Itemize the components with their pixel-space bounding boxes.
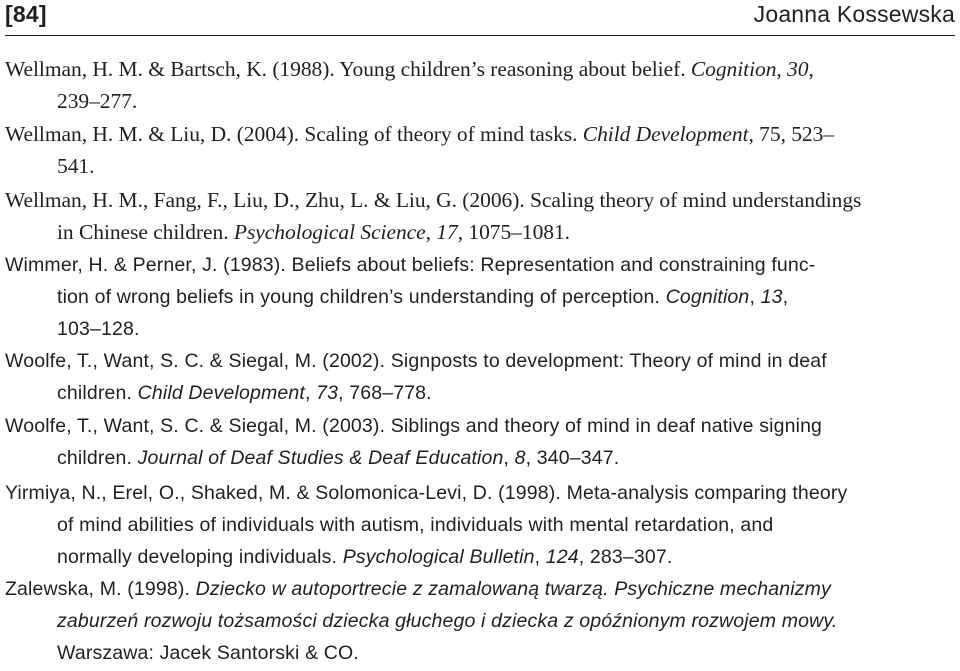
text-segment: Warszawa: Jacek Santorski & CO. <box>57 642 359 664</box>
italic-segment: 8 <box>514 447 526 469</box>
text-segment: Woolfe, T., Want, S. C. & Siegal, M. (2002). Signposts to development: Theory of mind in deaf <box>5 350 827 372</box>
reference-line <box>5 54 814 84</box>
italic-segment: Psychological Bulletin <box>342 546 535 568</box>
text-segment: in Chinese children. <box>57 220 234 244</box>
reference-line <box>57 510 773 540</box>
text-segment: children. <box>57 447 138 469</box>
text-segment: 103–128. <box>57 318 140 340</box>
reference-line <box>57 542 672 572</box>
text-segment: , <box>749 286 761 308</box>
text-segment: , 283–307. <box>578 546 673 568</box>
italic-segment: Psychological Science <box>233 220 426 244</box>
text-segment: , <box>782 286 789 308</box>
text-segment: normally developing individuals. <box>57 546 343 568</box>
text-segment: , 768–778. <box>338 382 432 404</box>
italic-segment: Journal of Deaf Studies & Deaf Education <box>137 447 504 469</box>
text-segment: Wellman, H. M. & Liu, D. (2004). Scaling of theory of mind tasks. <box>5 122 583 146</box>
reference-line <box>57 282 788 312</box>
text-segment: 541. <box>57 154 95 178</box>
italic-segment: 17 <box>436 220 458 244</box>
italic-segment: Child Development <box>582 122 749 146</box>
italic-segment: Cognition <box>665 286 750 308</box>
text-segment: , <box>503 447 515 469</box>
text-segment: , <box>425 220 437 244</box>
text-segment: , <box>534 546 546 568</box>
reference-line <box>57 151 94 181</box>
text-segment: of mind abilities of individuals with autism, individuals with mental retardation, and <box>57 514 774 536</box>
italic-segment: 124 <box>545 546 579 568</box>
text-segment: Woolfe, T., Want, S. C. & Siegal, M. (2003). Siblings and theory of mind in deaf native signing <box>5 415 823 437</box>
reference-line <box>57 606 837 636</box>
text-segment: , <box>304 382 317 404</box>
reference-line <box>5 411 822 441</box>
italic-segment: Cognition, 30 <box>690 57 809 81</box>
text-segment: , 75, 523– <box>748 122 835 146</box>
italic-segment: Child Development <box>137 382 305 404</box>
text-segment: , 1075–1081. <box>457 220 571 244</box>
text-segment: children. <box>57 382 138 404</box>
text-segment: , <box>808 57 814 81</box>
text-segment: Wimmer, H. & Perner, J. (1983). Beliefs about beliefs: Representation and constraining func- <box>5 254 816 276</box>
italic-segment: 73 <box>316 382 339 404</box>
reference-line <box>5 478 847 508</box>
reference-line <box>5 574 831 604</box>
text-segment: Zalewska, M. (1998). <box>5 578 196 600</box>
page-number: [84] <box>5 1 47 27</box>
text-segment: Wellman, H. M., Fang, F., Liu, D., Zhu, L. & Liu, G. (2006). Scaling theory of mind understandings <box>5 188 862 212</box>
reference-line <box>57 443 619 473</box>
reference-line <box>5 250 815 280</box>
reference-line <box>57 86 137 116</box>
italic-segment: 13 <box>760 286 783 308</box>
reference-line <box>57 638 359 668</box>
italic-segment: zaburzeń rozwoju tożsamości dziecka głuchego i dziecka z opóźnionym rozwojem mowy. <box>57 610 838 632</box>
reference-line <box>5 346 827 376</box>
text-segment: , 340–347. <box>525 447 620 469</box>
reference-line <box>57 378 432 408</box>
reference-line <box>5 185 861 215</box>
text-segment: Wellman, H. M. & Bartsch, K. (1988). Young children’s reasoning about belief. <box>5 57 691 81</box>
text-segment: 239–277. <box>57 89 138 113</box>
text-segment: tion of wrong beliefs in young children’s understanding of perception. <box>57 286 666 308</box>
running-header-author: Joanna Kossewska <box>753 1 955 27</box>
text-segment: Yirmiya, N., Erel, O., Shaked, M. & Solomonica-Levi, D. (1998). Meta-analysis comparing theory <box>5 482 848 504</box>
reference-line <box>5 119 834 149</box>
italic-segment: Dziecko w autoportrecie z zamalowaną twarzą. Psychiczne mechanizmy <box>195 578 831 600</box>
reference-line <box>57 217 570 247</box>
reference-line <box>57 314 140 344</box>
